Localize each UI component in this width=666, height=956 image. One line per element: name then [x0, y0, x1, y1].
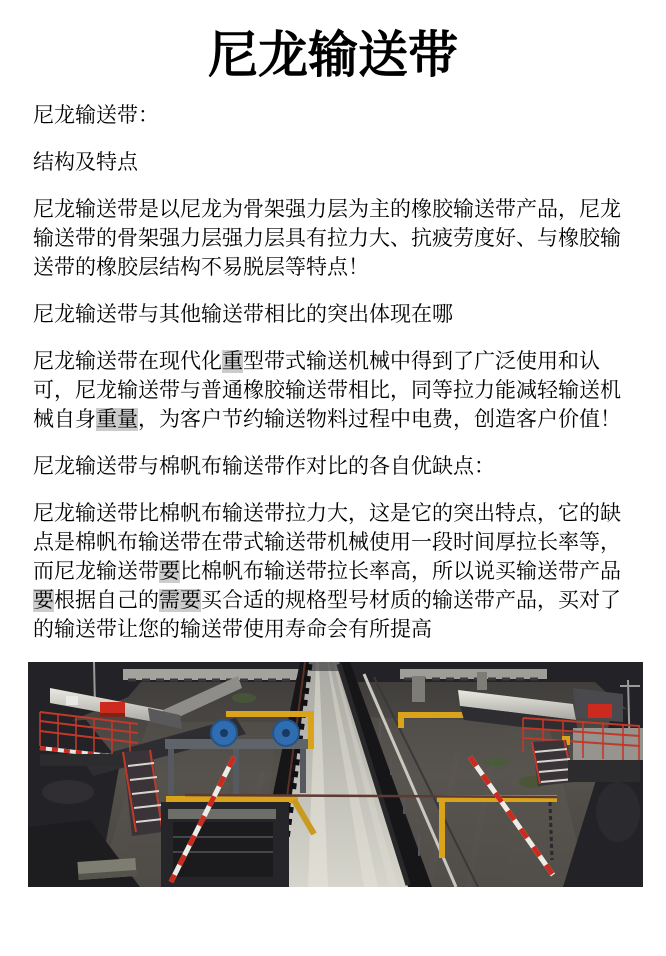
text-segment: 买合适的规格型号材质的输送带产品，买对了的输送带让您的输送带使用寿命会有所提高 [33, 589, 621, 641]
paragraph [33, 452, 633, 481]
paragraph [33, 148, 633, 177]
text-segment: 尼龙输送带与棉帆布输送带作对比的各自优缺点： [33, 455, 495, 478]
article-body [33, 101, 633, 644]
highlighted-keyword: 要 [159, 560, 180, 583]
feeder-hopper [161, 802, 289, 887]
text-segment: 尼龙输送带比棉帆布输送带拉力大，这是它的突出特点，它的缺点是棉帆布输送带在带式输送带机械使用一段时间厚拉长率等，而尼龙输送带 [33, 502, 621, 583]
paragraph [33, 499, 633, 644]
conveyor-photo-svg [28, 662, 643, 887]
text-segment: 尼龙输送带在现代化 [33, 350, 222, 373]
text-segment: 型带式输送机械中得到了广泛使用和认可，尼龙输送带与普通橡胶输送带相比，同等拉力能减轻输送机械自身 [33, 350, 621, 431]
text-segment: ，为客户节约输送物料过程中电费，创造客户价值！ [138, 408, 621, 431]
text-segment: 结构及特点 [33, 151, 138, 174]
text-segment: 尼龙输送带是以尼龙为骨架强力层为主的橡胶输送带产品，尼龙输送带的骨架强力层强力层具有拉力大、抗疲劳度好、与橡胶输送带的橡胶层结构不易脱层等特点！ [33, 198, 621, 279]
paragraph [33, 195, 633, 282]
highlighted-keyword: 要 [33, 589, 54, 612]
concrete-pillar [412, 676, 425, 702]
left-sign [66, 696, 78, 705]
paragraph [33, 347, 633, 434]
right-red-box [588, 704, 612, 718]
text-segment: 尼龙输送带与其他输送带相比的突出体现在哪 [33, 303, 453, 326]
highlighted-keyword: 重 [222, 350, 243, 373]
product-photo [28, 662, 643, 887]
text-segment: 尼龙输送带： [33, 104, 159, 127]
highlighted-keyword: 需要 [159, 589, 201, 612]
paragraph [33, 101, 633, 130]
paragraph [33, 300, 633, 329]
grass-patch [484, 757, 508, 767]
text-segment: 根据自己的 [54, 589, 159, 612]
text-segment: 比棉帆布输送带拉长率高，所以说买输送带产品 [180, 560, 621, 583]
hanging-chain [550, 802, 552, 860]
highlighted-keyword: 重量 [96, 408, 138, 431]
page-title: 尼龙输送带 [208, 27, 458, 83]
